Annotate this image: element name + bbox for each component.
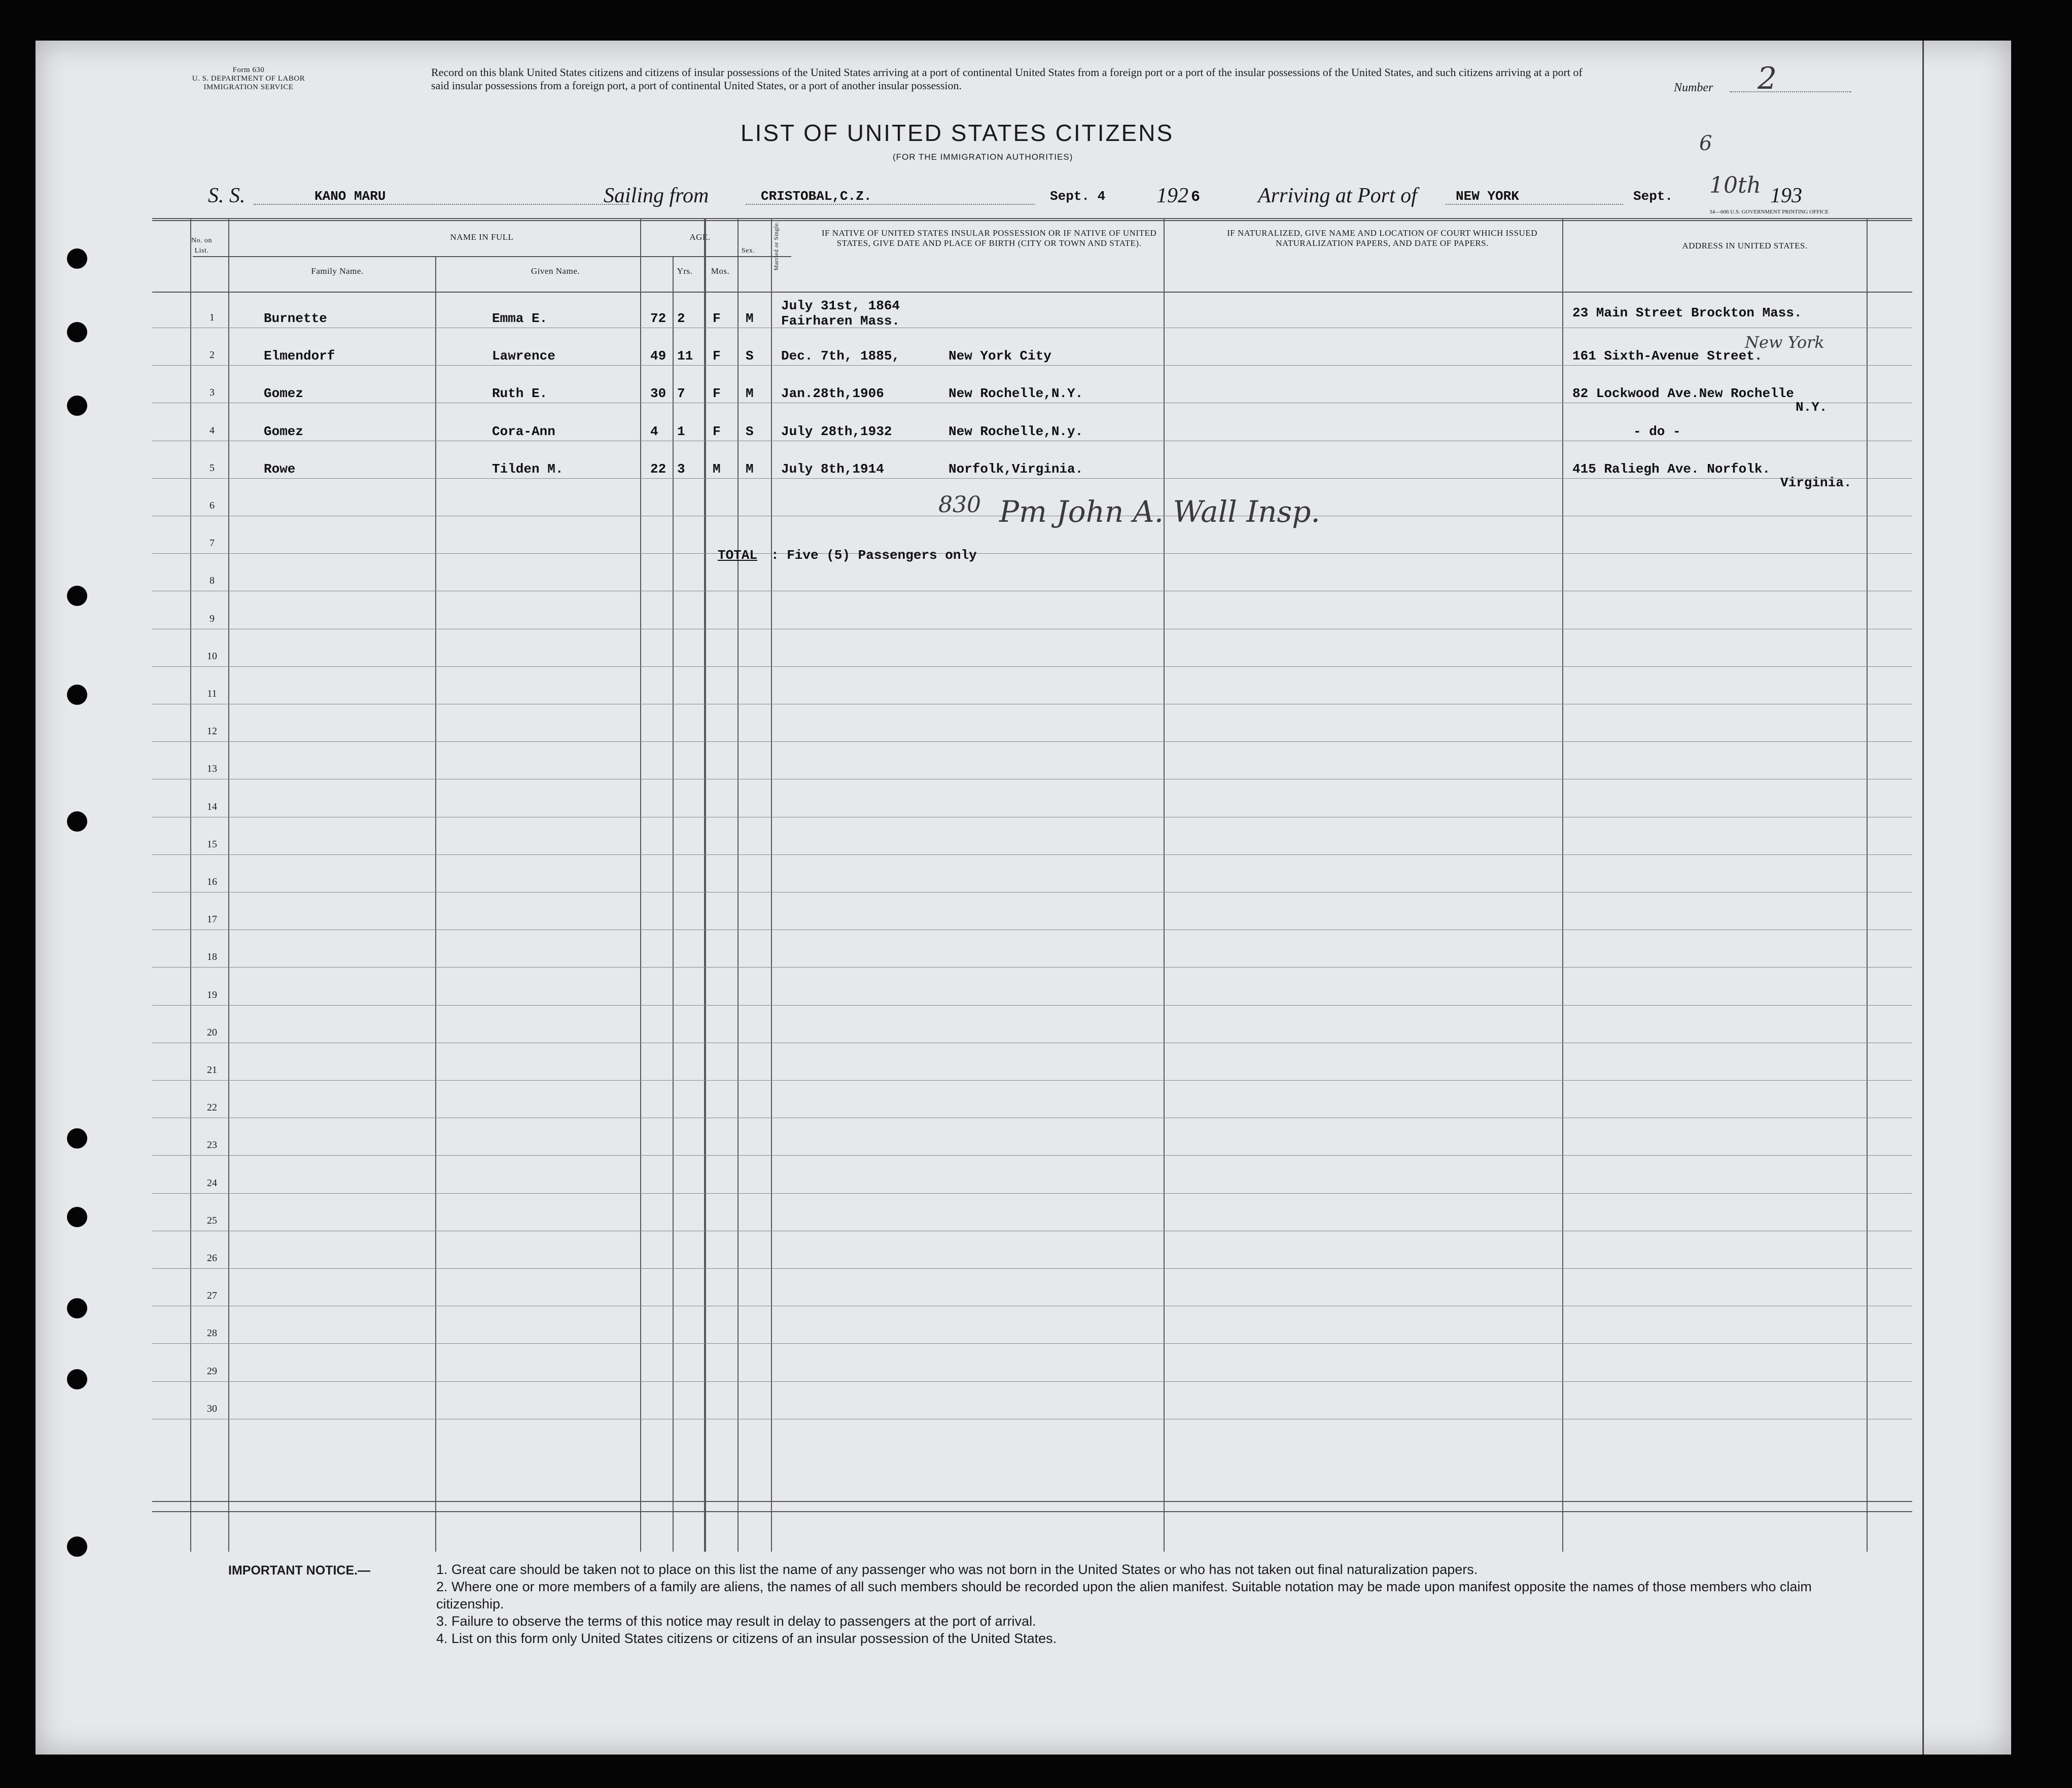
row-rule	[152, 1268, 1912, 1269]
subheader-rule	[193, 256, 791, 257]
row-rule	[152, 1080, 1912, 1081]
row-number: 26	[207, 1253, 217, 1264]
table-top-rule	[152, 218, 1912, 219]
print-code: 34—606 U.S. GOVERNMENT PRINTING OFFICE	[1709, 209, 1829, 215]
row-rule	[152, 1155, 1912, 1156]
address-line-2: Virginia.	[1780, 475, 1852, 490]
punch-hole	[67, 1128, 87, 1149]
col-married-header: Married or Single.	[772, 221, 780, 271]
family-name: Elmendorf	[264, 348, 335, 364]
given-name: Ruth E.	[492, 386, 548, 401]
age-years: 22	[650, 461, 666, 477]
row-number: 10	[207, 651, 217, 662]
birth-place: New Rochelle,N.Y.	[949, 386, 1083, 401]
header-bottom-rule	[152, 292, 1912, 293]
row-rule	[152, 854, 1912, 855]
departure-date: Sept. 4	[1050, 189, 1106, 204]
punch-hole	[67, 1536, 87, 1557]
birth-place: Norfolk,Virginia.	[949, 461, 1083, 477]
row-rule	[152, 478, 1912, 479]
manifest-sheet	[36, 41, 2011, 1755]
row-rule	[152, 553, 1912, 554]
service-name: IMMIGRATION SERVICE	[203, 83, 294, 91]
given-name: Lawrence	[492, 348, 555, 364]
row-number: 17	[207, 914, 217, 925]
age-years: 49	[650, 348, 666, 364]
given-name: Emma E.	[492, 311, 548, 326]
punch-hole	[67, 1298, 87, 1318]
departure-year-suffix: 6	[1191, 189, 1201, 206]
arriving-label: Arriving at Port of	[1258, 184, 1417, 207]
arrival-day-hand: 10th	[1709, 172, 1762, 198]
row-number: 6	[209, 500, 215, 511]
row-number: 1	[209, 312, 215, 323]
row-number: 2	[209, 349, 215, 361]
row-number: 7	[209, 538, 215, 549]
row-number: 22	[207, 1102, 217, 1113]
row-number: 30	[207, 1403, 217, 1414]
col-given-header: Given Name.	[531, 266, 580, 276]
total-text: : Five (5) Passengers only	[771, 548, 977, 563]
col-name-header: NAME IN FULL	[450, 232, 514, 242]
marital-status: S	[746, 348, 754, 364]
family-name: Rowe	[264, 461, 296, 477]
address-line: 82 Lockwood Ave.New Rochelle	[1572, 386, 1794, 401]
col-address-header: ADDRESS IN UNITED STATES.	[1682, 241, 1808, 251]
column-rule	[1867, 218, 1868, 1552]
punch-hole	[67, 586, 87, 606]
column-rule	[705, 218, 706, 1552]
row-rule	[152, 365, 1912, 366]
arrival-date: Sept.	[1633, 189, 1673, 204]
row-number: 8	[209, 575, 215, 586]
instructions-text: Record on this blank United States citizens and citizens of insular possessions of the United States arriving at a port of continental United States from a foreign port or a port of the insular possessions of the United States, and such citizens arriving at a port of said insular possessions from a foreign port, a port of continental United States, or a port of another insular possession.	[431, 66, 1583, 92]
row-number: 15	[207, 839, 217, 850]
punch-hole	[67, 685, 87, 705]
row-number: 12	[207, 726, 217, 737]
table-top-rule	[152, 220, 1912, 221]
row-number: 23	[207, 1139, 217, 1151]
column-rule	[1562, 218, 1563, 1552]
address-line: 23 Main Street Brockton Mass.	[1572, 305, 1802, 320]
row-number: 11	[207, 688, 217, 699]
row-rule	[152, 666, 1912, 667]
sex-value: M	[713, 461, 721, 477]
row-number: 5	[209, 462, 215, 474]
table-bottom-rule	[152, 1501, 1912, 1502]
birth-date: July 31st, 1864	[781, 298, 900, 313]
signature-time: 830	[938, 492, 981, 518]
address-line: - do -	[1633, 424, 1681, 439]
number-value: 2	[1758, 61, 1777, 96]
row-number: 27	[207, 1290, 217, 1301]
column-rule	[190, 218, 191, 1552]
vessel-name: KANO MARU	[314, 189, 386, 204]
age-years: 30	[650, 386, 666, 401]
marital-status: M	[746, 386, 754, 401]
departure-year-prefix: 192	[1156, 184, 1188, 207]
age-years: 72	[650, 311, 666, 326]
vessel-underline	[254, 204, 629, 205]
column-rule	[228, 218, 229, 1552]
family-name: Gomez	[264, 386, 304, 401]
inspector-signature: Pm John A. Wall Insp.	[999, 494, 1320, 529]
family-name: Burnette	[264, 311, 327, 326]
notice-item: 1. Great care should be taken not to place on this list the name of any passenger who was not born in the United States or who has not taken out final naturalization papers.	[436, 1562, 1478, 1577]
form-number: Form 630	[232, 66, 265, 74]
birth-date: Dec. 7th, 1885,	[781, 348, 900, 364]
notice-heading: IMPORTANT NOTICE.—	[228, 1563, 371, 1578]
col-age-header: AGE.	[689, 232, 711, 242]
form-identifier	[178, 66, 320, 92]
punch-hole	[67, 322, 87, 342]
notice-item: 2. Where one or more members of a family are aliens, the names of all such members should be recorded upon the alien manifest. Suitable notation may be made upon manifest opposite the names of those members who claim citizenship.	[436, 1579, 1812, 1612]
column-rule	[771, 218, 772, 1552]
row-number: 19	[207, 989, 217, 1000]
address-line-2: N.Y.	[1796, 400, 1828, 415]
row-number: 28	[207, 1328, 217, 1339]
birth-place: New York City	[949, 348, 1051, 364]
given-name: Tilden M.	[492, 461, 564, 477]
birth-place: New Rochelle,N.y.	[949, 424, 1083, 439]
row-number: 24	[207, 1177, 217, 1189]
punch-hole	[67, 811, 87, 832]
family-name: Gomez	[264, 424, 304, 439]
row-number: 9	[209, 613, 215, 624]
row-rule	[152, 741, 1912, 742]
age-months: 1	[677, 424, 685, 439]
page-subtitle: (FOR THE IMMIGRATION AUTHORITIES)	[893, 152, 1073, 162]
col-no-header: No. on List.	[191, 237, 213, 255]
arrival-year: 193	[1770, 184, 1802, 207]
row-rule	[152, 1343, 1912, 1344]
age-years: 4	[650, 424, 658, 439]
row-number: 4	[209, 425, 215, 436]
age-months: 2	[677, 311, 685, 326]
address-line: 161 Sixth-Avenue Street.	[1572, 348, 1763, 364]
column-rule	[640, 218, 641, 1552]
arrival-port: NEW YORK	[1456, 189, 1519, 204]
col-birth-header: IF NATIVE OF UNITED STATES INSULAR POSSESSION OR IF NATIVE OF UNITED STATES, GIVE DATE AND PLACE OF BIRTH (CITY OR TOWN AND STATE).	[821, 228, 1157, 248]
sailing-label: Sailing from	[604, 184, 709, 207]
sailing-underline	[746, 204, 1035, 205]
col-mos-header: Mos.	[711, 266, 730, 276]
col-naturalized-header: IF NATURALIZED, GIVE NAME AND LOCATION OF COURT WHICH ISSUED NATURALIZATION PAPERS, AND DATE OF PAPERS.	[1226, 228, 1537, 248]
sex-value: F	[713, 386, 721, 401]
address-line: 415 Raliegh Ave. Norfolk.	[1572, 461, 1771, 477]
table-bottom-rule	[152, 1511, 1912, 1512]
punch-hole	[67, 248, 87, 269]
birth-date: Jan.28th,1906	[781, 386, 884, 401]
marital-status: M	[746, 461, 754, 477]
column-rule	[1164, 218, 1165, 1552]
sex-value: F	[713, 424, 721, 439]
overwrite-mark: 6	[1699, 132, 1712, 155]
column-rule	[435, 256, 436, 1552]
row-number: 29	[207, 1366, 217, 1377]
column-rule	[673, 256, 674, 1552]
marital-status: S	[746, 424, 754, 439]
row-rule	[152, 1005, 1912, 1006]
row-number: 14	[207, 801, 217, 812]
col-sex-header: Sex.	[741, 247, 755, 255]
row-rule	[152, 1381, 1912, 1382]
row-rule	[152, 929, 1912, 930]
col-yrs-header: Yrs.	[677, 266, 693, 276]
birth-date: July 8th,1914	[781, 461, 884, 477]
row-number: 13	[207, 763, 217, 774]
page-title: LIST OF UNITED STATES CITIZENS	[741, 120, 1174, 146]
col-family-header: Family Name.	[311, 266, 364, 276]
sex-value: F	[713, 348, 721, 364]
vessel-prefix: S. S.	[208, 184, 245, 207]
row-number: 25	[207, 1215, 217, 1226]
birth-date: July 28th,1932	[781, 424, 892, 439]
notice-list	[436, 1561, 1856, 1647]
row-rule	[152, 967, 1912, 968]
birth-place: Fairharen Mass.	[781, 313, 900, 329]
row-rule	[152, 1193, 1912, 1194]
address-line-2: New York	[1745, 333, 1824, 352]
notice-item: 3. Failure to observe the terms of this notice may result in delay to passengers at the port of arrival.	[436, 1614, 1036, 1629]
number-underline	[1730, 91, 1851, 92]
row-number: 21	[207, 1064, 217, 1076]
given-name: Cora-Ann	[492, 424, 555, 439]
punch-hole	[67, 1207, 87, 1227]
row-number: 20	[207, 1027, 217, 1038]
total-label: TOTAL	[718, 548, 758, 563]
arrival-underline	[1446, 204, 1623, 205]
sailing-from: CRISTOBAL,C.Z.	[761, 189, 872, 204]
age-months: 7	[677, 386, 685, 401]
row-number: 16	[207, 876, 217, 887]
age-months: 3	[677, 461, 685, 477]
column-rule	[738, 218, 739, 1552]
number-label: Number	[1674, 81, 1713, 94]
age-months: 11	[677, 348, 693, 364]
notice-item: 4. List on this form only United States citizens or citizens of an insular possession of the United States.	[436, 1631, 1057, 1646]
row-number: 3	[209, 387, 215, 398]
punch-hole	[67, 396, 87, 416]
column-rule	[704, 218, 705, 1552]
sex-value: F	[713, 311, 721, 326]
marital-status: M	[746, 311, 754, 326]
sheet-edge-rule	[1922, 41, 1924, 1755]
department-name: U. S. DEPARTMENT OF LABOR	[192, 75, 305, 83]
punch-hole	[67, 1369, 87, 1389]
row-number: 18	[207, 951, 217, 962]
